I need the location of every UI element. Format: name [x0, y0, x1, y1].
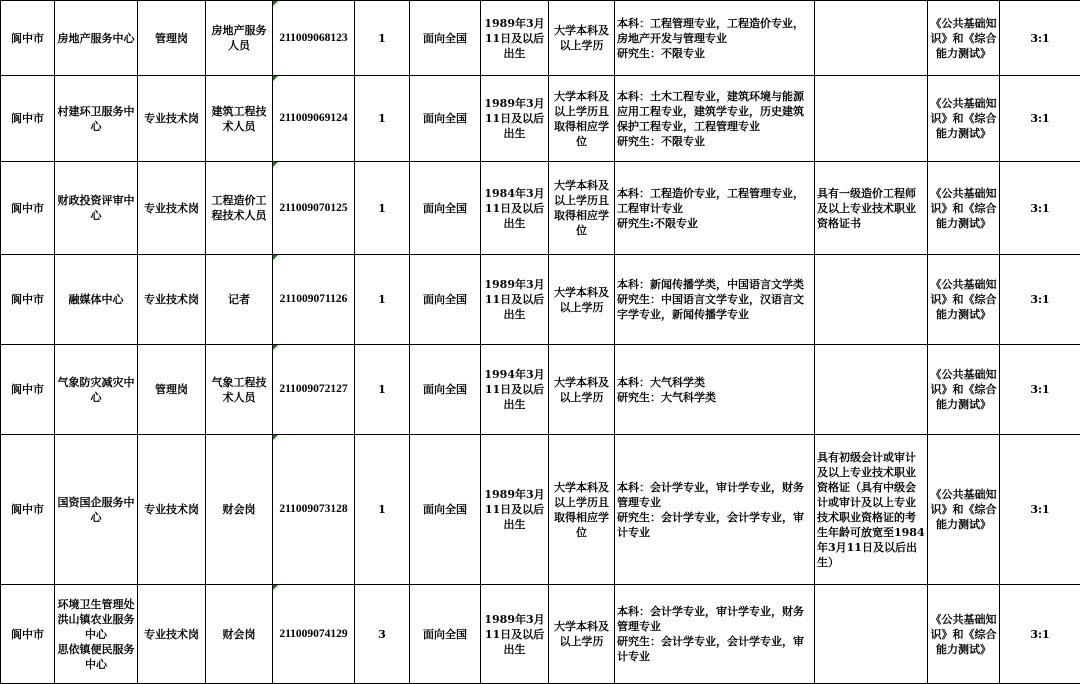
region-cell: 阆中市: [1, 345, 55, 435]
region-cell: 阆中市: [1, 585, 55, 684]
post-code-cell: 211009074129: [273, 585, 355, 684]
age-cell: 1984年3月11日及以后出生: [481, 162, 549, 255]
major-cell: 本科：土木工程专业，建筑环境与能源应用工程专业，建筑学专业，历史建筑保护工程专业，工程管理专业 研究生：不限专业: [615, 76, 815, 162]
education-cell: 大学本科及以上学历: [549, 255, 615, 345]
post-code-cell: 211009070125: [273, 162, 355, 255]
unit-cell: 财政投资评审中心: [55, 162, 138, 255]
major-cell: 本科：会计学专业，审计学专业，财务管理专业 研究生：会计学专业，会计学专业，审计专业: [615, 435, 815, 585]
count-cell: 1: [355, 345, 410, 435]
post-code-cell: 211009071126: [273, 255, 355, 345]
scope-cell: 面向全国: [410, 345, 481, 435]
post-type-cell: 专业技术岗: [138, 76, 206, 162]
table-row: [1, 1, 1080, 76]
age-cell: 1989年3月11日及以后出生: [481, 76, 549, 162]
education-cell: 大学本科及以上学历且取得相应学位: [549, 162, 615, 255]
education-cell: 大学本科及以上学历: [549, 585, 615, 684]
post-name-cell: 建筑工程技术人员: [206, 76, 273, 162]
education-cell: 大学本科及以上学历: [549, 345, 615, 435]
post-type-cell: 专业技术岗: [138, 255, 206, 345]
age-cell: 1989年3月11日及以后出生: [481, 255, 549, 345]
scope-cell: 面向全国: [410, 435, 481, 585]
ratio-cell: 3:1: [1000, 345, 1080, 435]
major-cell: 本科：工程管理专业，工程造价专业，房地产开发与管理专业 研究生：不限专业: [615, 1, 815, 76]
ratio-cell: 3:1: [1000, 585, 1080, 684]
age-cell: 1989年3月11日及以后出生: [481, 1, 549, 76]
table-row: [1, 435, 1080, 585]
exam-subjects-cell: 《公共基础知识》和《综合能力测试》: [928, 76, 1000, 162]
post-code-cell: 211009068123: [273, 1, 355, 76]
age-cell: 1994年3月11日及以后出生: [481, 345, 549, 435]
region-cell: 阆中市: [1, 255, 55, 345]
post-type-cell: 专业技术岗: [138, 585, 206, 684]
major-cell: 本科：大气科学类 研究生：大气科学类: [615, 345, 815, 435]
table-row: [1, 345, 1080, 435]
scope-cell: 面向全国: [410, 255, 481, 345]
post-type-cell: 管理岗: [138, 345, 206, 435]
exam-subjects-cell: 《公共基础知识》和《综合能力测试》: [928, 1, 1000, 76]
age-cell: 1989年3月11日及以后出生: [481, 435, 549, 585]
other-requirements-cell: 具有初级会计或审计及以上专业技术职业资格证（具有中级会计或审计及以上专业技术职业资格证的考生年龄可放宽至1984年3月11日及以后出生）: [815, 435, 928, 585]
exam-subjects-cell: 《公共基础知识》和《综合能力测试》: [928, 345, 1000, 435]
unit-cell: 气象防灾减灾中心: [55, 345, 138, 435]
other-requirements-cell: [815, 76, 928, 162]
ratio-cell: 3:1: [1000, 162, 1080, 255]
table-body: [1, 1, 1080, 684]
other-requirements-cell: [815, 1, 928, 76]
post-code-cell: 211009069124: [273, 76, 355, 162]
post-type-cell: 管理岗: [138, 1, 206, 76]
education-cell: 大学本科及以上学历且取得相应学位: [549, 435, 615, 585]
count-cell: 1: [355, 435, 410, 585]
post-code-cell: 211009072127: [273, 345, 355, 435]
post-name-cell: 财会岗: [206, 435, 273, 585]
education-cell: 大学本科及以上学历: [549, 1, 615, 76]
post-type-cell: 专业技术岗: [138, 435, 206, 585]
unit-cell: 国资国企服务中心: [55, 435, 138, 585]
region-cell: 阆中市: [1, 76, 55, 162]
post-type-cell: 专业技术岗: [138, 162, 206, 255]
table-row: [1, 162, 1080, 255]
major-cell: 本科：新闻传播学类，中国语言文学类 研究生：中国语言文学专业，汉语言文字学专业，新闻传播学专业: [615, 255, 815, 345]
exam-subjects-cell: 《公共基础知识》和《综合能力测试》: [928, 435, 1000, 585]
scope-cell: 面向全国: [410, 162, 481, 255]
unit-cell: 环境卫生管理处 洪山镇农业服务中心 思依镇便民服务中心: [55, 585, 138, 684]
count-cell: 1: [355, 76, 410, 162]
exam-subjects-cell: 《公共基础知识》和《综合能力测试》: [928, 255, 1000, 345]
post-code-cell: 211009073128: [273, 435, 355, 585]
post-name-cell: 房地产服务人员: [206, 1, 273, 76]
exam-subjects-cell: 《公共基础知识》和《综合能力测试》: [928, 162, 1000, 255]
post-name-cell: 记者: [206, 255, 273, 345]
count-cell: 1: [355, 1, 410, 76]
count-cell: 1: [355, 255, 410, 345]
other-requirements-cell: [815, 585, 928, 684]
scope-cell: 面向全国: [410, 76, 481, 162]
major-cell: 本科：工程造价专业，工程管理专业，工程审计专业 研究生:不限专业: [615, 162, 815, 255]
table-row: [1, 76, 1080, 162]
table-row: [1, 255, 1080, 345]
count-cell: 3: [355, 585, 410, 684]
ratio-cell: 3:1: [1000, 76, 1080, 162]
ratio-cell: 3:1: [1000, 255, 1080, 345]
unit-cell: 房地产服务中心: [55, 1, 138, 76]
exam-subjects-cell: 《公共基础知识》和《综合能力测试》: [928, 585, 1000, 684]
scope-cell: 面向全国: [410, 585, 481, 684]
age-cell: 1989年3月11日及以后出生: [481, 585, 549, 684]
region-cell: 阆中市: [1, 1, 55, 76]
post-name-cell: 气象工程技术人员: [206, 345, 273, 435]
ratio-cell: 3:1: [1000, 435, 1080, 585]
education-cell: 大学本科及以上学历且取得相应学位: [549, 76, 615, 162]
post-name-cell: 财会岗: [206, 585, 273, 684]
scope-cell: 面向全国: [410, 1, 481, 76]
count-cell: 1: [355, 162, 410, 255]
post-name-cell: 工程造价工程技术人员: [206, 162, 273, 255]
unit-cell: 村建环卫服务中心: [55, 76, 138, 162]
major-cell: 本科：会计学专业，审计学专业，财务管理专业 研究生：会计学专业，会计学专业，审计专业: [615, 585, 815, 684]
other-requirements-cell: [815, 345, 928, 435]
table-row: [1, 585, 1080, 684]
region-cell: 阆中市: [1, 162, 55, 255]
region-cell: 阆中市: [1, 435, 55, 585]
ratio-cell: 3:1: [1000, 1, 1080, 76]
unit-cell: 融媒体中心: [55, 255, 138, 345]
other-requirements-cell: [815, 255, 928, 345]
other-requirements-cell: 具有一级造价工程师及以上专业技术职业资格证书: [815, 162, 928, 255]
